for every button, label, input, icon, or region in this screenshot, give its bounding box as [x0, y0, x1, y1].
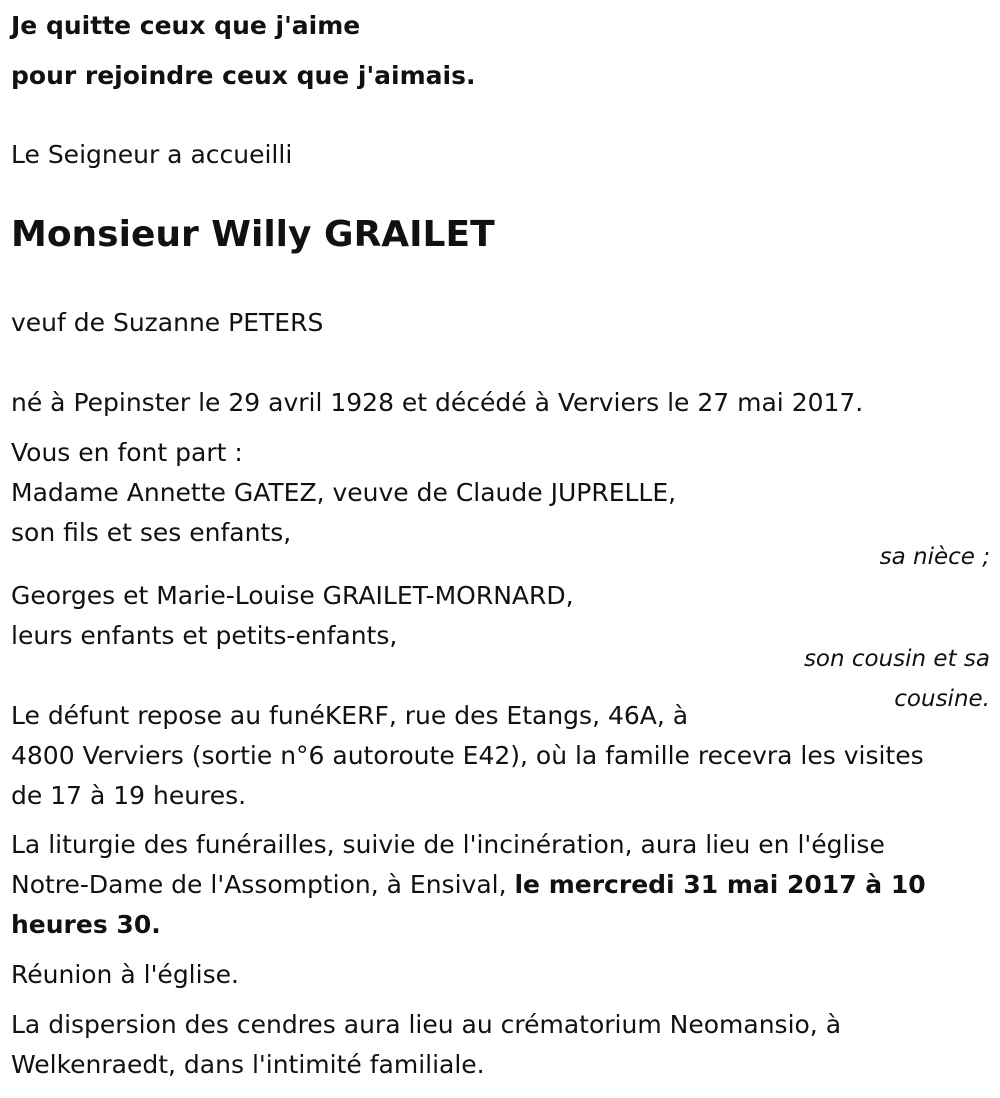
- dispersion-line-2: Welkenraedt, dans l'intimité familiale.: [11, 1050, 485, 1079]
- repose-line-3: de 17 à 19 heures.: [11, 781, 247, 810]
- liturgy-date-time: le mercredi 31 mai 2017 à 10: [514, 870, 926, 899]
- birth-death-text: né à Pepinster le 29 avril 1928 et décédé à Verviers le 27 mai 2017.: [11, 388, 864, 417]
- dispersion-line-1: La dispersion des cendres aura lieu au crématorium Neomansio, à: [11, 1010, 842, 1039]
- family-2-relation-line-2: cousine.: [894, 686, 990, 712]
- family-1-relation: sa nièce ;: [879, 544, 990, 570]
- epigraph-line-2: pour rejoindre ceux que j'aimais.: [11, 61, 476, 90]
- reunion-text: Réunion à l'église.: [11, 960, 239, 989]
- family-2-line-1: Georges et Marie-Louise GRAILET-MORNARD,: [11, 581, 574, 610]
- widow-of-text: veuf de Suzanne PETERS: [11, 308, 324, 337]
- announce-text: Vous en font part :: [11, 438, 243, 467]
- family-2-line-2: leurs enfants et petits-enfants,: [11, 621, 398, 650]
- liturgy-line-1: La liturgie des funérailles, suivie de l'incinération, aura lieu en l'église: [11, 830, 885, 859]
- deceased-name: Monsieur Willy GRAILET: [11, 214, 495, 255]
- epigraph-line-1: Je quitte ceux que j'aime: [11, 11, 361, 40]
- repose-line-1: Le défunt repose au funéKERF, rue des Etangs, 46A, à: [11, 701, 689, 730]
- family-1-line-2: son fils et ses enfants,: [11, 518, 292, 547]
- liturgy-time-continuation: heures 30.: [11, 910, 161, 939]
- intro-text: Le Seigneur a accueilli: [11, 140, 293, 169]
- liturgy-line-2: [11, 865, 926, 905]
- family-2-relation-line-1: son cousin et sa: [803, 646, 990, 672]
- liturgy-location: Notre-Dame de l'Assomption, à Ensival,: [11, 870, 515, 899]
- repose-line-2: 4800 Verviers (sortie n°6 autoroute E42), où la famille recevra les visites: [11, 741, 924, 770]
- family-1-line-1: Madame Annette GATEZ, veuve de Claude JUPRELLE,: [11, 478, 677, 507]
